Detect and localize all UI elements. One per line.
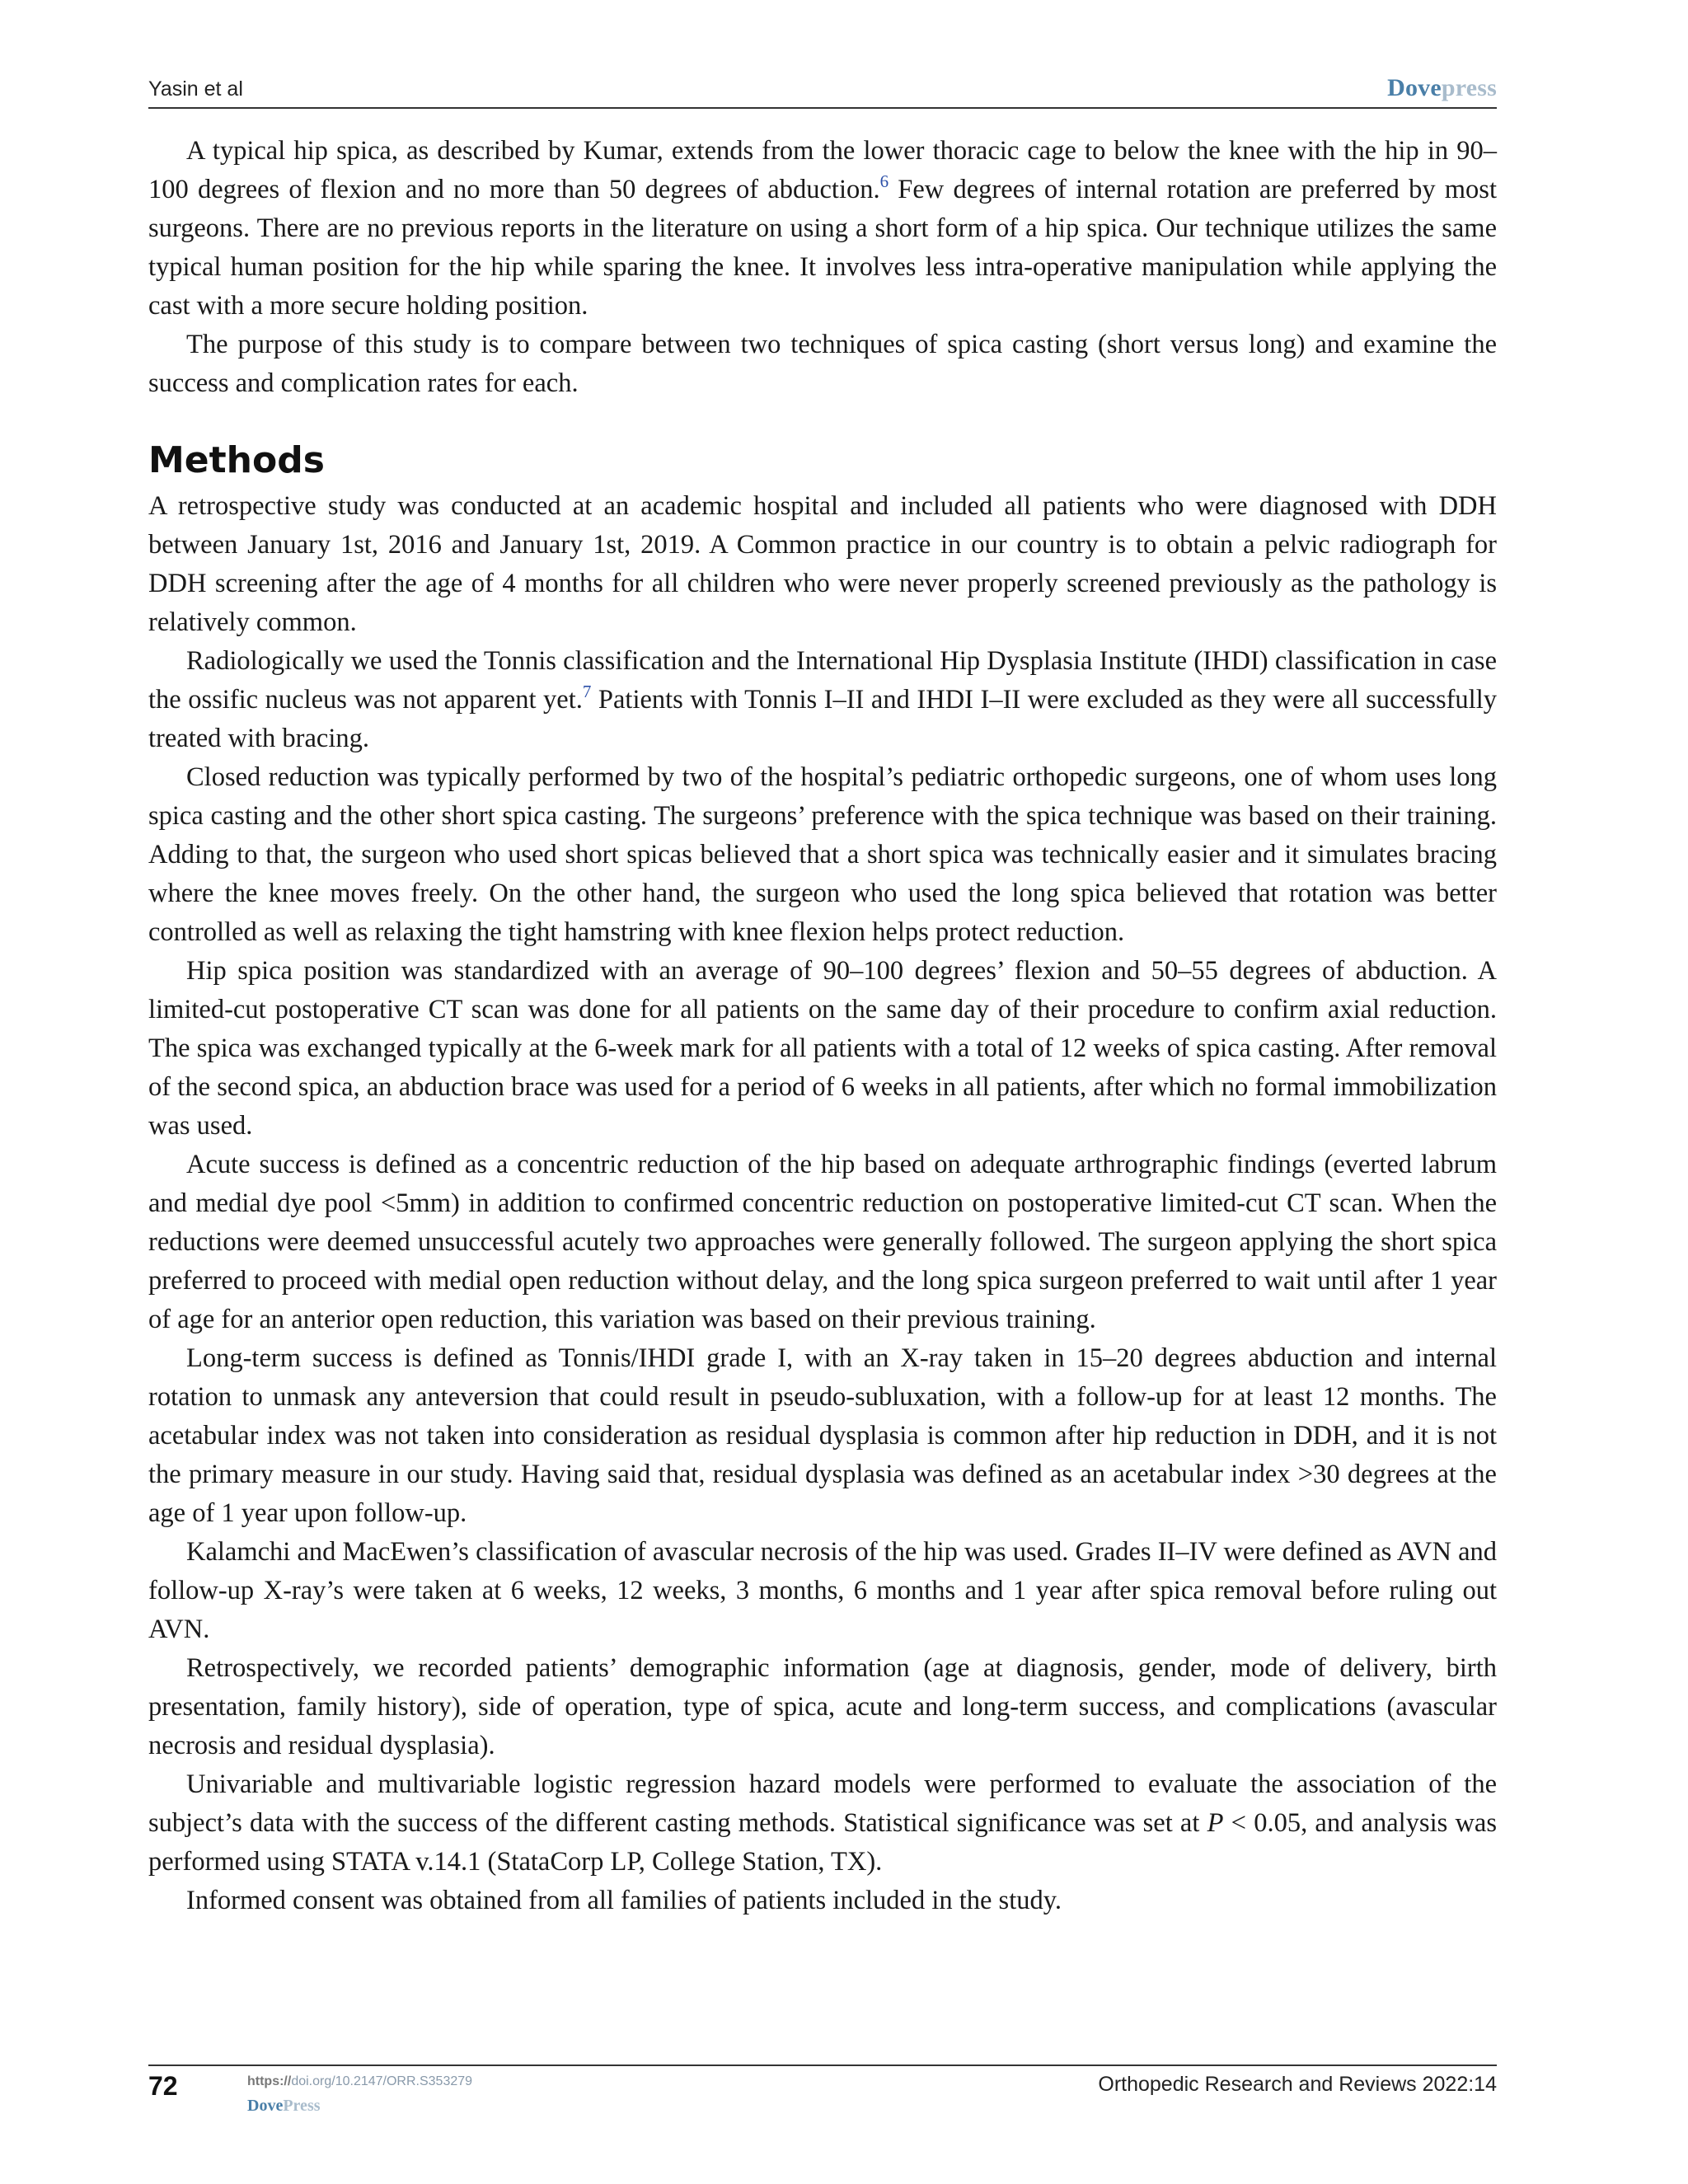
intro-p1-text-cont: Few degrees of internal rotation are preferred by most surgeons. There are no previous reports in the literature on using a short form of a hip spica. Our technique utilizes the same typical human position for the hip while sparing the knee. It involves less intra-operative manipulation while applying the cast with a more secure holding position. bbox=[148, 175, 1497, 321]
methods-paragraph-8: Retrospectively, we recorded patients’ demographic information (age at diagnosis, gender, mode of delivery, birth presentation, family history), side of operation, type of spica, acute and long-term success, and complications (avascular necrosis and residual dysplasia). bbox=[148, 1653, 1497, 1760]
header-divider bbox=[148, 107, 1497, 109]
footer-dovepress-logo[interactable] bbox=[247, 2097, 321, 2116]
methods-p2-text-cont: Patients with Tonnis I–II and IHDI I–II were excluded as they were all successfully treated with bracing. bbox=[148, 685, 1497, 753]
methods-heading: Methods bbox=[148, 439, 325, 481]
article-body bbox=[148, 132, 1497, 1920]
page-number: 72 bbox=[148, 2071, 178, 2101]
methods-paragraph-1: A retrospective study was conducted at an academic hospital and included all patients who were diagnosed with DDH between January 1st, 2016 and January 1st, 2019. A Common practice in our country is to obtain a pelvic radiograph for DDH screening after the age of 4 months for all children who were never properly screened previously as the pathology is relatively common. bbox=[148, 491, 1497, 637]
methods-paragraph-2 bbox=[148, 642, 1497, 758]
dovepress-logo[interactable] bbox=[1387, 74, 1497, 102]
intro-paragraph-2: The purpose of this study is to compare between two techniques of spica casting (short versus long) and examine the success and complication rates for each. bbox=[148, 330, 1497, 398]
p-value-symbol: P bbox=[1207, 1808, 1224, 1838]
footer-divider bbox=[148, 2064, 1497, 2066]
methods-p9-text-cont: < 0.05, and analysis was performed using STATA v.14.1 (StataCorp LP, College Station, TX). bbox=[148, 1808, 1497, 1877]
methods-paragraph-7: Kalamchi and MacEwen’s classification of avascular necrosis of the hip was used. Grades II–IV were defined as AVN and follow-up X-ray’s were taken at 6 weeks, 12 weeks, 3 months, 6 months and 1 year after spica removal before ruling out AVN. bbox=[148, 1537, 1497, 1644]
doi-text: doi.org/10.2147/ORR.S353279 bbox=[291, 2074, 473, 2088]
journal-citation: Orthopedic Research and Reviews 2022:14 bbox=[1098, 2073, 1497, 2096]
methods-paragraph-9 bbox=[148, 1765, 1497, 1882]
logo-dove-text: Dove bbox=[1387, 74, 1442, 101]
reference-link-6[interactable]: 6 bbox=[879, 171, 889, 191]
running-header bbox=[148, 76, 1497, 109]
methods-p2-text: Radiologically we used the Tonnis classification and the International Hip Dysplasia Institute (IHDI) classification in case the ossific nucleus was not apparent yet. bbox=[148, 646, 1497, 715]
running-author: Yasin et al bbox=[148, 77, 243, 101]
doi-prefix: https:// bbox=[247, 2074, 292, 2088]
reference-link-7[interactable]: 7 bbox=[582, 682, 592, 701]
intro-paragraph-1 bbox=[148, 132, 1497, 326]
methods-p9-text: Univariable and multivariable logistic regression hazard models were performed to evaluate the association of the subject’s data with the success of the different casting methods. Statistical significance was set at bbox=[148, 1769, 1497, 1838]
methods-paragraph-4: Hip spica position was standardized with an average of 90–100 degrees’ flexion and 50–55 degrees of abduction. A limited-cut postoperative CT scan was done for all patients on the same day of their procedure to confirm axial reduction. The spica was exchanged typically at the 6-week mark for all patients with a total of 12 weeks of spica casting. After removal of the second spica, an abduction brace was used for a period of 6 weeks in all patients, after which no formal immobilization was used. bbox=[148, 956, 1497, 1141]
footer-logo-press-text: Press bbox=[283, 2097, 321, 2115]
methods-paragraph-6: Long-term success is defined as Tonnis/IHDI grade I, with an X-ray taken in 15–20 degrees abduction and internal rotation to unmask any anteversion that could result in pseudo-subluxation, with a follow-up for at least 12 months. The acetabular index was not taken into consideration as residual dysplasia is common after hip reduction in DDH, and it is not the primary measure in our study. Having said that, residual dysplasia was defined as an acetabular index >30 degrees at the age of 1 year upon follow-up. bbox=[148, 1343, 1497, 1528]
doi-link[interactable] bbox=[247, 2074, 472, 2089]
methods-paragraph-10: Informed consent was obtained from all families of patients included in the study. bbox=[186, 1886, 1062, 1915]
footer-logo-dove-text: Dove bbox=[247, 2097, 284, 2115]
intro-p1-text: A typical hip spica, as described by Kumar, extends from the lower thoracic cage to below the knee with the hip in 90–100 degrees of flexion and no more than 50 degrees of abduction. bbox=[148, 136, 1497, 204]
methods-paragraph-3: Closed reduction was typically performed by two of the hospital’s pediatric orthopedic surgeons, one of whom uses long spica casting and the other short spica casting. The surgeons’ preference with the spica technique was based on their training. Adding to that, the surgeon who used short spicas believed that a short spica was technically easier and it simulates bracing where the knee moves freely. On the other hand, the surgeon who used the long spica believed that rotation was better controlled as well as relaxing the tight hamstring with knee flexion helps protect reduction. bbox=[148, 762, 1497, 947]
methods-paragraph-5: Acute success is defined as a concentric reduction of the hip based on adequate arthrographic findings (everted labrum and medial dye pool <5mm) in addition to confirmed concentric reduction on postoperative limited-cut CT scan. When the reductions were deemed unsuccessful acutely two approaches were generally followed. The surgeon applying the short spica preferred to proceed with medial open reduction without delay, and the long spica surgeon preferred to wait until after 1 year of age for an anterior open reduction, this variation was based on their previous training. bbox=[148, 1150, 1497, 1334]
logo-press-text: press bbox=[1441, 74, 1497, 101]
